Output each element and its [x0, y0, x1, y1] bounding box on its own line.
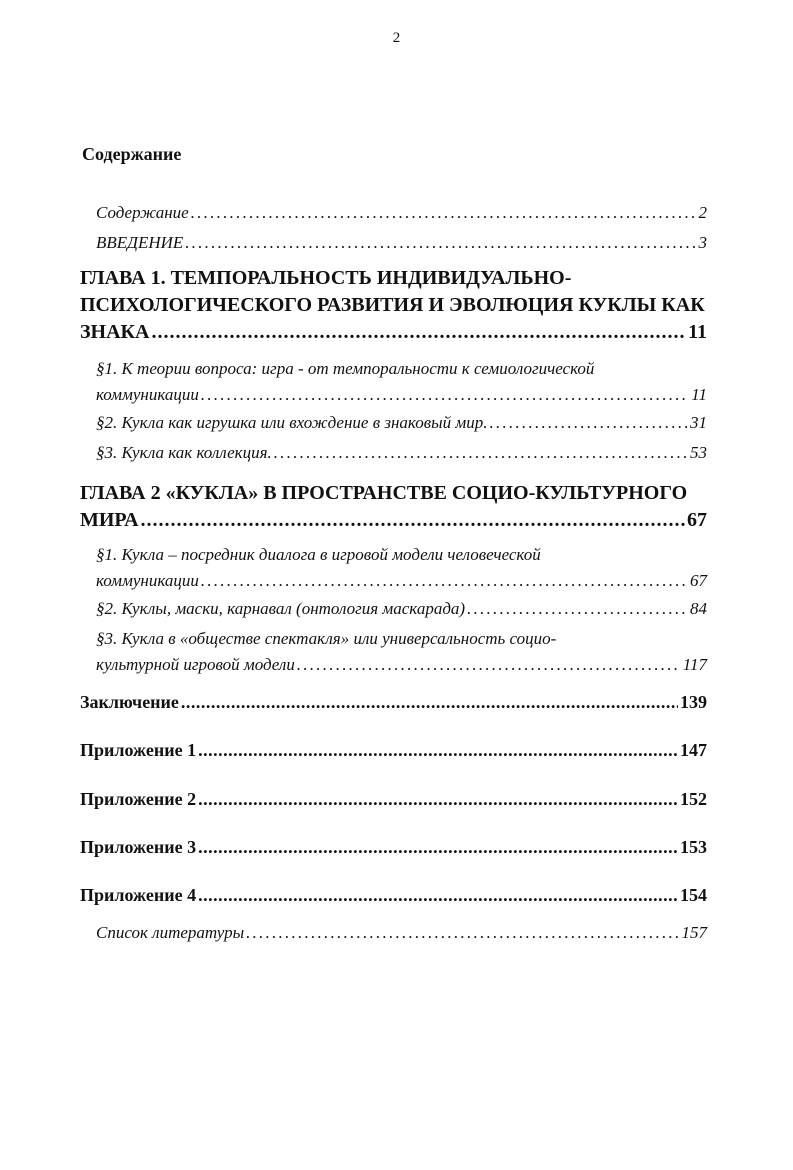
leader-dots [152, 319, 687, 346]
toc-page-number: 3 [698, 233, 707, 252]
leader-dots [191, 200, 697, 226]
leader-dots [198, 786, 678, 812]
toc-entry-title-line: ПСИХОЛОГИЧЕСКОГО РАЗВИТИЯ И ЭВОЛЮЦИЯ КУКЛЫ КАК [80, 294, 705, 316]
toc-page-number: 67 [690, 571, 707, 590]
leader-dots [198, 834, 678, 860]
toc-entry-title: §3. Кукла как коллекция. [96, 443, 272, 462]
leader-dots [274, 440, 688, 466]
leader-dots [201, 568, 688, 594]
toc-entry-title: Приложение 3 [80, 837, 197, 857]
toc-entry-title: §2. Кукла как игрушка или вхождение в знаковый мир. [96, 413, 488, 432]
toc-entry-introduction[interactable] [96, 230, 707, 256]
page-number: 2 [392, 30, 401, 46]
toc-entry-chapter-2[interactable] [80, 480, 707, 534]
toc-page-number: 117 [682, 655, 707, 674]
toc-entry-contents[interactable] [96, 200, 707, 226]
leader-dots [467, 596, 688, 622]
toc-page-number: 2 [698, 203, 707, 222]
toc-entry-title-line: культурной игровой модели [96, 655, 295, 674]
leader-dots [489, 410, 688, 436]
toc-entry-title-line: ГЛАВА 2 «КУКЛА» В ПРОСТРАНСТВЕ СОЦИО-КУЛЬТУРНОГО [80, 482, 688, 504]
toc-entry-ch2-section-3[interactable] [96, 626, 707, 678]
toc-entry-title-line: §1. Кукла – посредник диалога в игровой модели человеческой [96, 545, 541, 564]
toc-entry-title-line: коммуникации [96, 571, 199, 590]
toc-entry-ch1-section-3[interactable] [96, 440, 707, 466]
toc-entry-title-line: §3. Кукла в «обществе спектакля» или универсальность социо- [96, 629, 557, 648]
toc-entry-appendix-1[interactable] [80, 737, 707, 763]
toc-entry-appendix-2[interactable] [80, 786, 707, 812]
toc-page-number: 67 [687, 509, 707, 531]
leader-dots [181, 689, 678, 715]
leader-dots [198, 882, 678, 908]
toc-entry-title-line: ЗНАКА [80, 321, 150, 343]
toc-page-number: 11 [688, 321, 707, 343]
toc-entry-title: Заключение [80, 692, 179, 712]
toc-entry-title: Приложение 1 [80, 740, 197, 760]
toc-page-number: 154 [680, 885, 707, 905]
toc-entry-chapter-1[interactable] [80, 265, 707, 346]
toc-page-number: 139 [680, 692, 707, 712]
toc-entry-title-line: МИРА [80, 509, 139, 531]
toc-entry-title: Приложение 4 [80, 885, 197, 905]
toc-page-number: 147 [680, 740, 707, 760]
toc-entry-ch1-section-1[interactable] [96, 356, 707, 408]
toc-page-number: 31 [690, 413, 707, 432]
leader-dots [201, 382, 689, 408]
toc-entry-bibliography[interactable] [96, 920, 707, 946]
toc-entry-title: Содержание [96, 203, 189, 222]
toc-entry-ch1-section-2[interactable] [96, 410, 707, 436]
toc-page-number: 157 [681, 923, 707, 942]
toc-heading: Содержание [82, 144, 182, 164]
leader-dots [297, 652, 681, 678]
toc-page-number: 11 [691, 385, 707, 404]
leader-dots [246, 920, 679, 946]
toc-entry-title-line: §1. К теории вопроса: игра - от темпоральности к семиологической [96, 359, 595, 378]
toc-page-number: 152 [680, 789, 707, 809]
toc-entry-ch2-section-1[interactable] [96, 542, 707, 594]
leader-dots [141, 507, 685, 534]
leader-dots [185, 230, 696, 256]
toc-page-number: 153 [680, 837, 707, 857]
toc-entry-ch2-section-2[interactable] [96, 596, 707, 622]
toc-entry-title: ВВЕДЕНИЕ [96, 233, 184, 252]
toc-entry-title: §2. Куклы, маски, карнавал (онтология маскарада) [96, 599, 466, 618]
toc-entry-title-line: коммуникации [96, 385, 199, 404]
toc-entry-appendix-4[interactable] [80, 882, 707, 908]
leader-dots [198, 737, 678, 763]
toc-page-number: 84 [690, 599, 707, 618]
toc-entry-appendix-3[interactable] [80, 834, 707, 860]
toc-entry-conclusion[interactable] [80, 689, 707, 715]
toc-page-number: 53 [690, 443, 707, 462]
toc-entry-title: Список литературы [96, 923, 245, 942]
toc-entry-title-line: ГЛАВА 1. ТЕМПОРАЛЬНОСТЬ ИНДИВИДУАЛЬНО- [80, 267, 572, 289]
toc-entry-title: Приложение 2 [80, 789, 197, 809]
